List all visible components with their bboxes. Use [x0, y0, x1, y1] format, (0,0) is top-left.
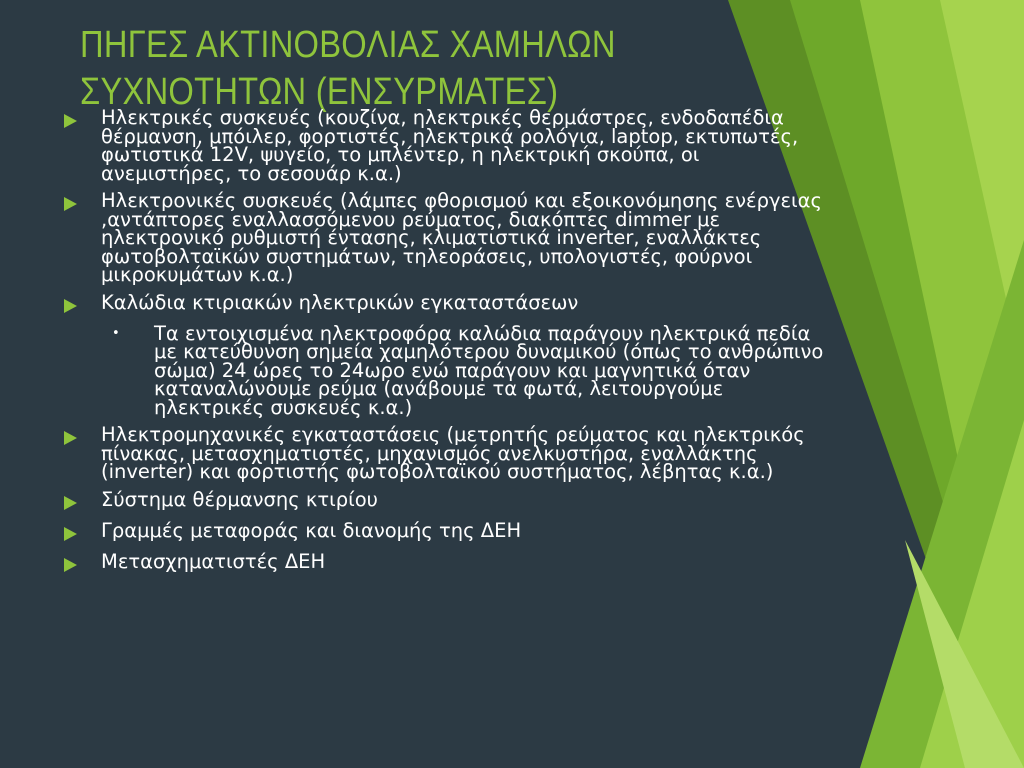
list-item-text: Μετασχηματιστές ΔΕΗ [101, 549, 326, 573]
list-item-text: Καλώδια κτιριακών ηλεκτρικών εγκαταστάσεων [101, 290, 579, 314]
triangle-bullet-icon [64, 109, 101, 131]
list-item [64, 106, 834, 185]
list-item-text: Ηλεκτρομηχανικές εγκαταστάσεις (μετρητής ρεύματος και ηλεκτρικός πίνακας, μετασχηματιστές, μηχανισμός ανελκυστήρα, εναλλάκτης (inverter) και φορτιστής φωτοβολταϊκού συστήματος, λέβητας κ.α.) [101, 423, 805, 483]
list-item [64, 290, 834, 316]
list-item-text: Ηλεκτρονικές συσκευές (λάμπες φθορισμού και εξοικονόμησης ενέργειας ,αντάπτορες εναλλασσόμενου ρεύματος, διακόπτες dimmer με ηλεκτρονικό ρυθμιστή έντασης, κλιματιστικά inverter, εναλλάκτες φωτοβολταϊκών συστημάτων, τηλεοράσεις, υπολογιστές, φούρνοι μικροκυμάτων κ.α.) [101, 189, 822, 286]
sub-list-item [112, 321, 834, 419]
list-item-text: Ηλεκτρικές συσκευές (κουζίνα, ηλεκτρικές θερμάστρες, ενδοδαπέδια θέρμανση, μπόιλερ, φορτιστές, ηλεκτρικά ρολόγια, laptop, εκτυπωτές, φωτιστικά 12V, ψυγείο, το μπλέντερ, η ηλεκτρική σκούπα, οι ανεμιστήρες, το σεσουάρ κ.α.) [101, 106, 799, 185]
triangle-bullet-icon [64, 553, 101, 575]
list-item-text: Γραμμές μεταφοράς και διανομής της ΔΕΗ [101, 518, 522, 542]
triangle-bullet-icon [64, 192, 101, 214]
list-item [64, 189, 834, 286]
list-item [64, 423, 834, 483]
triangle-bullet-icon [64, 491, 101, 513]
list-item [64, 487, 834, 513]
bullet-list [64, 106, 834, 584]
triangle-bullet-icon [64, 522, 101, 544]
slide-title: ΠΗΓΕΣ ΑΚΤΙΝΟΒΟΛΙΑΣ ΧΑΜΗΛΩΝ ΣΥΧΝΟΤΗΤΩΝ (ΕΝΣΥΡΜΑΤΕΣ) [80, 24, 616, 113]
list-item-text: Σύστημα θέρμανσης κτιρίου [101, 487, 378, 511]
list-item [64, 549, 834, 575]
sub-list-item-text: Τα εντοιχισμένα ηλεκτροφόρα καλώδια παράγουν ηλεκτρικά πεδία με κατεύθυνση σημεία χαμηλότερου δυναμικού (όπως το ανθρώπινο σώμα) 24 ώρες το 24ωρο ενώ παράγουν και μαγνητικά όταν καταναλώνουμε ρεύμα (ανάβουμε τα φωτά, λειτουργούμε ηλεκτρικές συσκευές κ.α.) [154, 321, 824, 419]
triangle-bullet-icon [64, 426, 101, 448]
list-item [64, 518, 834, 544]
dot-bullet-icon: • [112, 325, 120, 341]
triangle-bullet-icon [64, 294, 101, 316]
